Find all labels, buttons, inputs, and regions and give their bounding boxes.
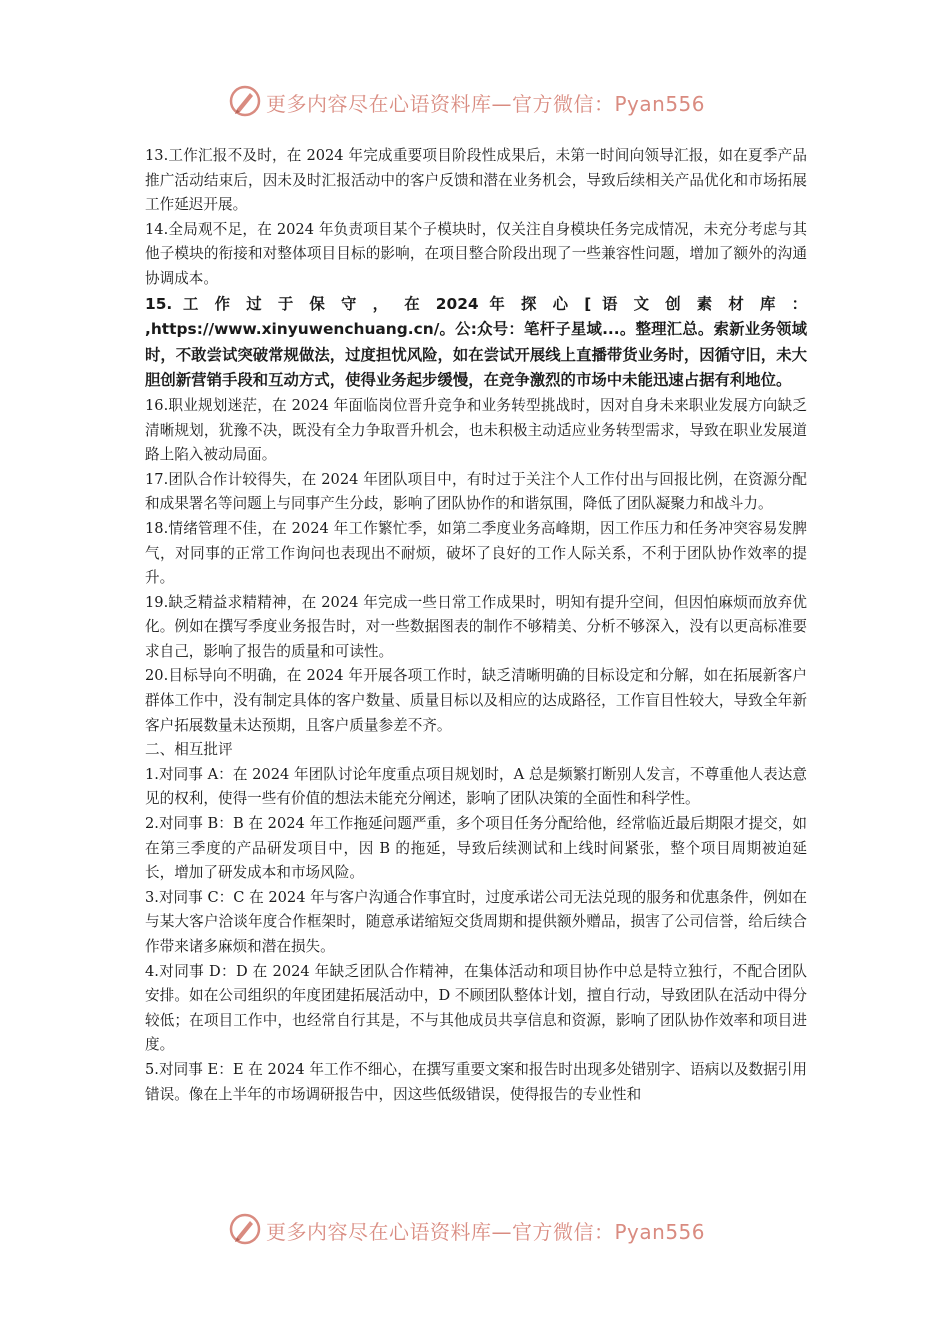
- section-heading-mutual-criticism: 二、相互批评: [145, 741, 233, 759]
- pen-logo-icon: [228, 84, 262, 118]
- pen-logo-icon: [228, 1212, 262, 1246]
- criticism-colleague-d: 4.对同事 D：D 在 2024 年缺乏团队合作精神，在集体活动和项目协作中总是特立独行，不配合团队安排。如在公司组织的年度团建拓展活动中，D 不顾团队整体计划，擅自行动，导致团队在活动中得分较低；在项目工作中，也经常自行其是，不与其他成员共享信息和资源，影响了团队协作效率和项目进度。: [145, 962, 807, 1054]
- document-body: [145, 144, 807, 1107]
- paragraph-19: 19.缺乏精益求精精神，在 2024 年完成一些日常工作成果时，明知有提升空间，但因怕麻烦而放弃优化。例如在撰写季度业务报告时，对一些数据图表的制作不够精美、分析不够深入，没有以更高标准要求自己，影响了报告的质量和可读性。: [145, 593, 807, 660]
- criticism-colleague-e: 5.对同事 E：E 在 2024 年工作不细心，在撰写重要文案和报告时出现多处错别字、语病以及数据引用错误。像在上半年的市场调研报告中，因这些低级错误，使得报告的专业性和: [145, 1060, 807, 1103]
- banner-text: 更多内容尽在心语资料库—官方微信：Pyan556: [266, 1220, 706, 1244]
- paragraph-15: 15. 工 作 过 于 保 守 ， 在 2024 年 探 心 [ 语 文 创 素 材 库 ： ,https://www.xinyuwenchuang.cn/。公:众号：笔杆子星域...。整理汇总。索新业务领域时，不敢尝试突破常规做法，过度担忧风险，如在尝试开展线上直播带货业务时，因循守旧，未大胆创新营销手段和互动方式，使得业务起步缓慢，在竞争激烈的市场中未能迅速占据有利地位。: [145, 294, 807, 390]
- header-banner: [0, 82, 950, 122]
- paragraph-16: 16.职业规划迷茫，在 2024 年面临岗位晋升竞争和业务转型挑战时，因对自身未来职业发展方向缺乏清晰规划，犹豫不决，既没有全力争取晋升机会，也未积极主动适应业务转型需求，导致在职业发展道路上陷入被动局面。: [145, 396, 807, 464]
- criticism-colleague-c: 3.对同事 C：C 在 2024 年与客户沟通合作事宜时，过度承诺公司无法兑现的服务和优惠条件，例如在与某大客户洽谈年度合作框架时，随意承诺缩短交货周期和提供额外赠品，损害了公司信誉，给后续合作带来诸多麻烦和潜在损失。: [145, 888, 807, 955]
- paragraph-18: 18.情绪管理不佳，在 2024 年工作繁忙季，如第二季度业务高峰期，因工作压力和任务冲突容易发脾气，对同事的正常工作询问也表现出不耐烦，破坏了良好的工作人际关系，不利于团队协作效率的提升。: [145, 519, 807, 587]
- criticism-colleague-b: 2.对同事 B：B 在 2024 年工作拖延问题严重，多个项目任务分配给他，经常临近最后期限才提交，如在第三季度的产品研发项目中，因 B 的拖延，导致后续测试和上线时间紧张，整个项目周期被迫延长，增加了研发成本和市场风险。: [145, 815, 807, 882]
- footer-banner: [0, 1210, 950, 1250]
- criticism-colleague-a: 1.对同事 A：在 2024 年团队讨论年度重点项目规划时，A 总是频繁打断别人发言，不尊重他人表达意见的权利，使得一些有价值的想法未能充分阐述，影响了团队决策的全面性和科学性。: [145, 765, 807, 808]
- paragraph-14: 14.全局观不足，在 2024 年负责项目某个子模块时，仅关注自身模块任务完成情况，未充分考虑与其他子模块的衔接和对整体项目目标的影响，在项目整合阶段出现了一些兼容性问题，增加了额外的沟通协调成本。: [145, 220, 807, 287]
- paragraph-17: 17.团队合作计较得失，在 2024 年团队项目中，有时过于关注个人工作付出与回报比例，在资源分配和成果署名等问题上与同事产生分歧，影响了团队协作的和谐氛围，降低了团队凝聚力和战斗力。: [145, 470, 807, 513]
- paragraph-20: 20.目标导向不明确，在 2024 年开展各项工作时，缺乏清晰明确的目标设定和分解，如在拓展新客户群体工作中，没有制定具体的客户数量、质量目标以及相应的达成路径，工作盲目性较大，导致全年新客户拓展数量未达预期，且客户质量参差不齐。: [145, 667, 807, 734]
- banner-text: 更多内容尽在心语资料库—官方微信：Pyan556: [266, 92, 706, 116]
- paragraph-13: 13.工作汇报不及时，在 2024 年完成重要项目阶段性成果后，未第一时间向领导汇报，如在夏季产品推广活动结束后，因未及时汇报活动中的客户反馈和潜在业务机会，导致后续相关产品优化和市场拓展工作延迟开展。: [145, 147, 807, 214]
